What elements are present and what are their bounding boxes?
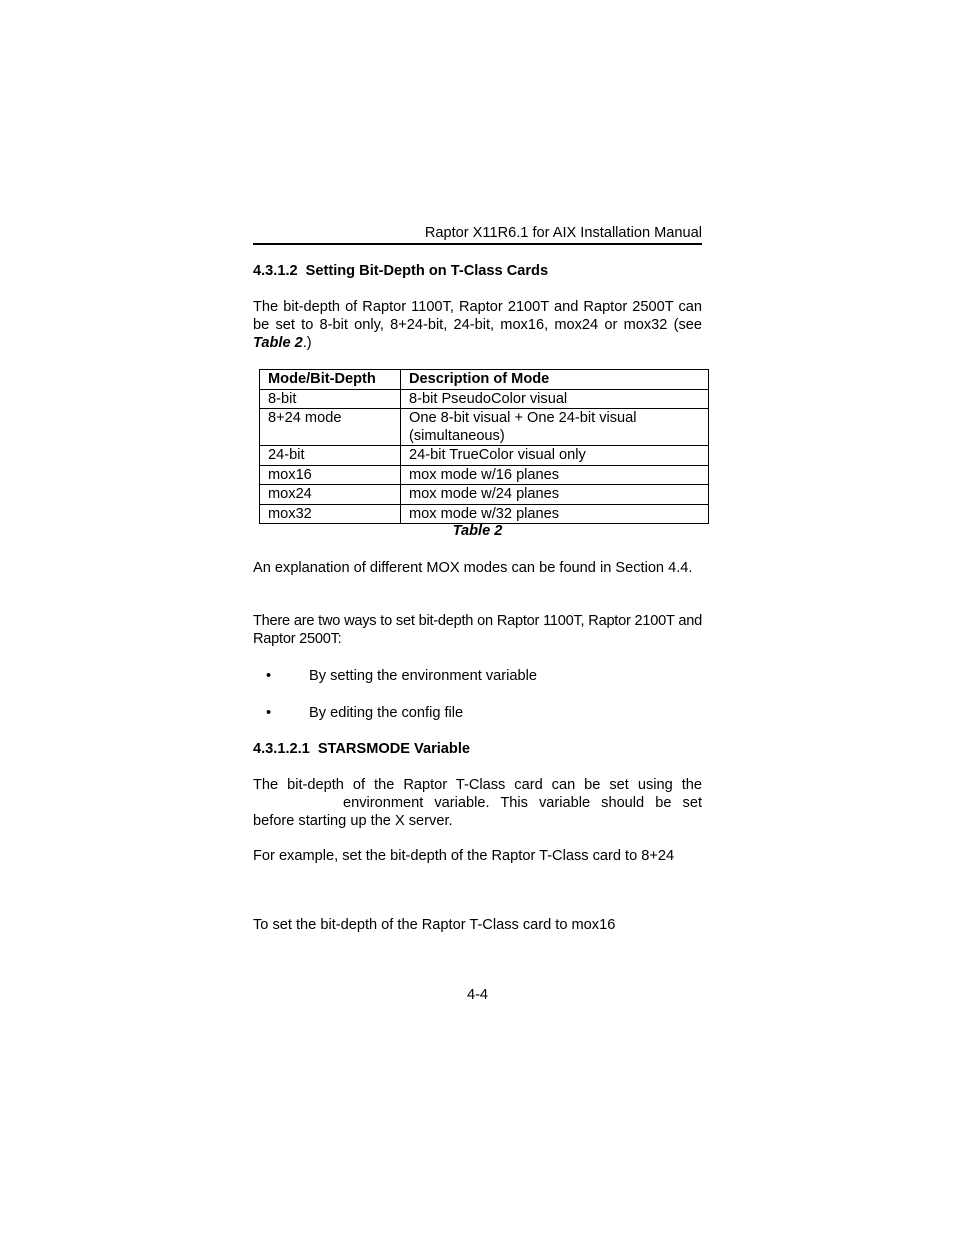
header-rule — [253, 243, 702, 245]
running-header: Raptor X11R6.1 for AIX Installation Manual — [424, 225, 702, 241]
example-mox16-paragraph: To set the bit-depth of the Raptor T-Class card to mox16 — [253, 917, 616, 933]
description-cell: mox mode w/24 planes — [401, 485, 709, 505]
description-cell: 24-bit TrueColor visual only — [401, 446, 709, 466]
mode-cell: 8+24 mode — [260, 409, 401, 446]
table-caption: Table 2 — [452, 523, 503, 539]
description-cell: mox mode w/32 planes — [401, 504, 709, 524]
mox-note-paragraph: An explanation of different MOX modes can be found in Section 4.4. — [253, 560, 693, 576]
table-row — [260, 504, 709, 524]
starsmode-line-2-text: environment variable. This variable should be set — [343, 795, 702, 811]
column-header-description: Description of Mode — [401, 370, 709, 390]
table-row — [260, 446, 709, 466]
ways-intro-paragraph: There are two ways to set bit-depth on Raptor 1100T, Raptor 2100T and Raptor 2500T: — [253, 613, 702, 647]
section-heading — [253, 262, 548, 280]
table-row — [260, 485, 709, 505]
bullet-icon: • — [266, 668, 272, 684]
bit-depth-table — [259, 369, 709, 524]
list-item — [253, 704, 702, 722]
subsection-title: STARSMODE Variable — [317, 741, 471, 757]
intro-tail: .) — [302, 335, 312, 351]
list-item — [253, 667, 702, 685]
table-row — [260, 465, 709, 485]
mode-cell: 24-bit — [260, 446, 401, 466]
document-page — [253, 0, 702, 1235]
table-row — [260, 389, 709, 409]
list-item-text: By editing the config file — [309, 705, 464, 721]
subsection-heading — [253, 740, 470, 758]
starsmode-line-3: before starting up the X server. — [253, 813, 453, 829]
description-cell: mox mode w/16 planes — [401, 465, 709, 485]
mode-cell: mox24 — [260, 485, 401, 505]
column-header-mode: Mode/Bit-Depth — [260, 370, 401, 390]
intro-paragraph — [253, 298, 702, 352]
subsection-number: 4.3.1.2.1 — [253, 741, 310, 757]
mode-cell: mox16 — [260, 465, 401, 485]
description-cell: One 8-bit visual + One 24-bit visual (simultaneous) — [401, 409, 709, 446]
table-row — [260, 409, 709, 446]
example-8-24-paragraph: For example, set the bit-depth of the Raptor T-Class card to 8+24 — [253, 848, 675, 864]
mode-cell: 8-bit — [260, 389, 401, 409]
intro-text: The bit-depth of Raptor 1100T, Raptor 2100T and Raptor 2500T can be set to 8-bit only, 8+24-bit, 24-bit, mox16, mox24 or mox32 (see — [253, 299, 702, 333]
section-title: Setting Bit-Depth on T-Class Cards — [305, 263, 549, 279]
table-header-row — [260, 370, 709, 390]
bullet-icon: • — [266, 705, 272, 721]
starsmode-line-1: The bit-depth of the Raptor T-Class card can be set using the — [253, 777, 702, 793]
mode-cell: mox32 — [260, 504, 401, 524]
starsmode-line-2 — [253, 794, 702, 812]
section-number: 4.3.1.2 — [253, 263, 298, 279]
table-reference: Table 2 — [253, 335, 303, 351]
list-item-text: By setting the environment variable — [309, 668, 537, 684]
description-cell: 8-bit PseudoColor visual — [401, 389, 709, 409]
page-number: 4-4 — [466, 987, 489, 1003]
